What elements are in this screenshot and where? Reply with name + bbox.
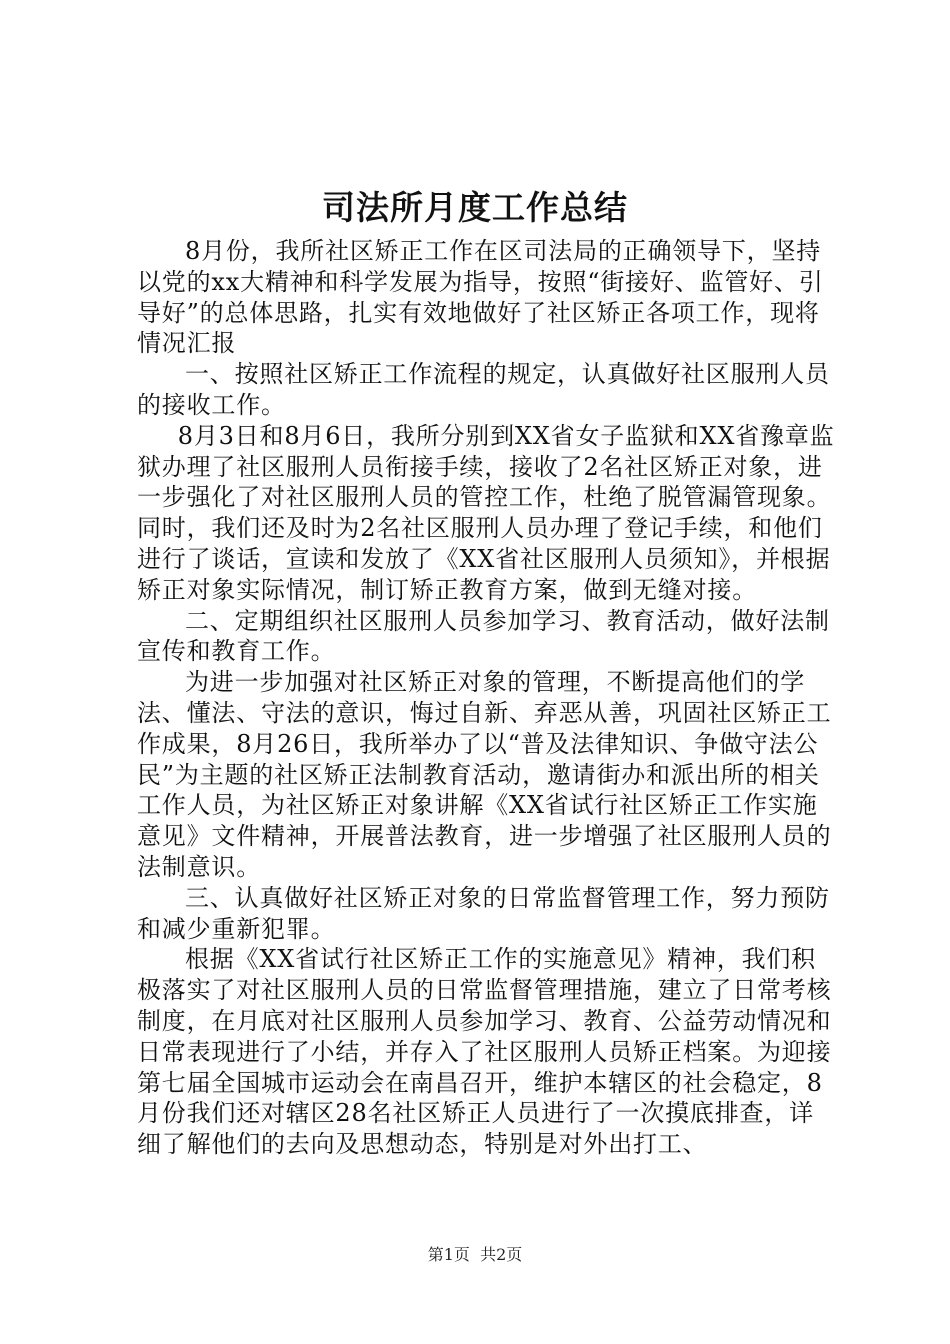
paragraph-section-3-heading: 三、认真做好社区矫正对象的日常监督管理工作，努力预防和减少重新犯罪。 xyxy=(137,883,830,943)
paragraph-section-3-body: 根据《XX省试行社区矫正工作的实施意见》精神，我们积极落实了对社区服刑人员的日常监督管理措施，建立了日常考核制度，在月底对社区服刑人员参加学习、教育、公益劳动情况和日常表现进行了小结，并存入了社区服刑人员矫正档案。为迎接第七届全国城市运动会在南昌召开，维护本辖区的社会稳定，8月份我们还对辖区28名社区矫正人员进行了一次摸底排查，详细了解他们的去向及思想动态，特别是对外出打工、 xyxy=(137,945,832,1159)
paragraph-section-2-body: 为进一步加强对社区矫正对象的管理，不断提高他们的学法、懂法、守法的意识，悔过自新、弃恶从善，巩固社区矫正工作成果，8月26日，我所举办了以“普及法律知识、争做守法公民”为主题的社区矫正法制教育活动，邀请街办和派出所的相关工作人员，为社区矫正对象讲解《XX省试行社区矫正工作实施意见》文件精神，开展普法教育，进一步增强了社区服刑人员的法制意识。 xyxy=(137,668,832,881)
document-body xyxy=(137,236,837,1160)
paragraph-section-2-heading: 二、定期组织社区服刑人员参加学习、教育活动，做好法制宣传和教育工作。 xyxy=(137,606,830,666)
paragraph-section-1-heading: 一、按照社区矫正工作流程的规定，认真做好社区服刑人员的接收工作。 xyxy=(137,360,830,419)
paragraph-section-1-body: 8月3日和8月6日，我所分别到XX省女子监狱和XX省豫章监狱办理了社区服刑人员衔接手续，接收了2名社区矫正对象，进一步强化了对社区服刑人员的管控工作，杜绝了脱管漏管现象。同时，我们还及时为2名社区服刑人员办理了登记手续，和他们进行了谈话，宣读和发放了《XX省社区服刑人员须知》，并根据矫正对象实际情况，制订矫正教育方案，做到无缝对接。 xyxy=(137,421,835,604)
paragraph-intro: 8月份，我所社区矫正工作在区司法局的正确领导下，坚持以党的xx大精神和科学发展为指导，按照“街接好、监管好、引导好”的总体思路，扎实有效地做好了社区矫正各项工作，现将情况汇报 xyxy=(137,237,824,358)
page-number: 第1页 共2页 xyxy=(427,1245,523,1264)
page-footer xyxy=(0,1244,950,1266)
document-title: 司法所月度工作总结 xyxy=(322,188,628,227)
